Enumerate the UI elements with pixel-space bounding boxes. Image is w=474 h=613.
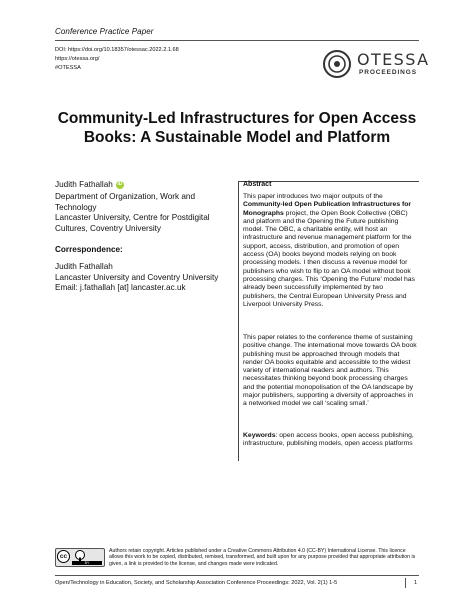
footer-citation: Open/Technology in Education, Society, and Scholarship Association Conference Proceedings: 2022, Vol. 2(1) 1-5 xyxy=(55,580,338,586)
cc-by-badge[interactable] xyxy=(55,548,105,567)
abstract-p1-intro: This paper introduces two major outputs of the xyxy=(243,193,383,200)
correspondence-heading: Correspondence: xyxy=(55,245,123,254)
page-separator xyxy=(405,578,406,588)
correspondence-email[interactable]: Email: j.fathallah [at] lancaster.ac.uk xyxy=(55,283,186,292)
logo-subtitle: PROCEEDINGS xyxy=(359,69,417,76)
doi-link[interactable]: DOI: https://doi.org/10.18357/otessac.2022.2.1.68 xyxy=(55,47,179,53)
abstract-heading: Abstract xyxy=(243,181,272,188)
correspondence-block xyxy=(55,262,235,294)
journal-url[interactable]: https://otessa.org/ xyxy=(55,56,100,62)
keywords-list: : open access books, open access publishing, infrastructure, publishing models, open access platforms xyxy=(243,432,414,448)
correspondence-name: Judith Fathallah xyxy=(55,262,113,271)
author-name: Judith Fathallah xyxy=(55,180,113,189)
cc-by-label: BY xyxy=(72,561,102,565)
abstract-paragraph-2: This paper relates to the conference theme of sustaining positive change. The international move towards OA book publishing must be approached through models that render OA books equitable and accessible to the widest variety of international readers and authors. This necessitates thinking beyond book processing charges and the potential monopolisation of the OA landscape by major publishers, supporting a diversity of approaches in a networked model we call ‘scaling small.’ xyxy=(243,334,417,408)
orcid-icon[interactable]: iD xyxy=(117,181,123,187)
abstract-p1-body: project, the Open Book Collective (OBC) and platform and the Opening the Future publishing model. The OBC, a charitable entity, will host an infrastructure and revenue management platform for the support, access, distribution, and promotion of open access (OA) books beyond models relying on book processing models. I then discuss a revenue model for publishers who wish to flip to an OA model without book processing charges. This ‘Opening the Future’ model has already been successfully implemented by two publishers, the Central European University Press and Liverpool University Press. xyxy=(243,209,415,308)
abstract-paragraph-1 xyxy=(243,193,417,309)
otessa-logo-icon xyxy=(322,49,354,79)
attribution-icon xyxy=(75,550,85,560)
license-text: Authors retain copyright. Articles published under a Creative Commons Attribution 4.0 (CC-BY) International License. This licence allows this work to be copied, distributed, remixed, transformed, and built upon for any purpose provided that appropriate attribution is given, a link is provided to the license, and changes made were indicated. xyxy=(109,548,416,567)
cc-icon: cc xyxy=(57,550,70,563)
keywords xyxy=(243,432,417,449)
keywords-label: Keywords xyxy=(243,432,276,439)
hashtag: #OTESSA xyxy=(55,65,81,71)
header-rule xyxy=(55,40,419,41)
author xyxy=(55,179,124,190)
paper-title: Community-Led Infrastructures for Open Access Books: A Sustainable Model and Platform xyxy=(57,110,417,146)
project-name: Community-led Open Publication Infrastructures for Monographs xyxy=(243,201,412,217)
logo-wordmark: OTESSA xyxy=(357,50,430,69)
paper-type: Conference Practice Paper xyxy=(55,27,154,36)
correspondence-affiliation: Lancaster University and Coventry University xyxy=(55,272,219,282)
footer-rule xyxy=(55,575,419,576)
affiliation-1: Department of Organization, Work and Technology xyxy=(55,192,196,212)
otessa-logo xyxy=(322,49,430,79)
affiliation-2: Lancaster University, Centre for Postdigital Cultures, Coventry University xyxy=(55,213,210,233)
page-number: 1 xyxy=(414,580,418,586)
